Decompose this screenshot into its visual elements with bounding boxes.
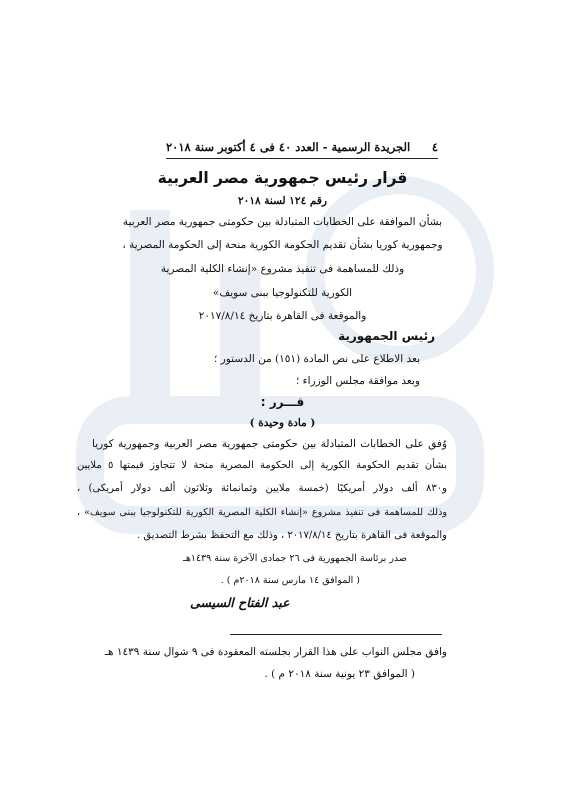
footer-rule: [230, 634, 442, 635]
subject-line: والموقعة فى القاهرة بتاريخ ٢٠١٧/٨/١٤: [198, 310, 367, 322]
article-line: وُفق على الخطابات المتبادلة بين حكومتى جمهورية مصر العربية وجمهورية كوريا: [92, 438, 447, 450]
issued-gregorian: ( الموافق ١٤ مارس سنة ٢٠١٨م ) .: [220, 575, 360, 586]
decree-title: قرار رئيس جمهورية مصر العربية: [157, 169, 408, 187]
article-heading: ( مادة وحيدة ): [249, 417, 316, 429]
subject-line: وذلك للمساهمة فى تنفيذ مشروع «إنشاء الكلية المصرية: [160, 263, 405, 275]
parliament-approval-gregorian: ( الموافق ٢٣ يونية سنة ٢٠١٨ م ) .: [264, 668, 415, 680]
page-number: ٤: [431, 140, 438, 154]
article-line: وذلك للمساهمة فى تنفيذ مشروع «إنشاء الكلية المصرية الكورية للتكنولوجيا ببنى سويف» ،: [77, 507, 447, 518]
article-line: والموقعة فى القاهرة بتاريخ ٢٠١٧/٨/١٤ ، وذلك مع التحفظ بشرط التصديق .: [137, 530, 447, 541]
subject-line: وجمهورية كوريا بشأن تقديم الحكومة الكورية منحة إلى الحكومة المصرية ،: [122, 239, 443, 251]
subject-line: بشأن الموافقة على الخطابات المتبادلة بين حكومتى جمهورية مصر العربية: [122, 216, 443, 228]
article-line: و٨٣٠ ألف دولار أمريكيًا (خمسة ملايين وثمانمائة وثلاثون ألف دولار أمريكى) ،: [77, 483, 447, 494]
decides-heading: قـــرر :: [260, 395, 305, 409]
preamble-line: بعد الاطلاع على نص المادة (١٥١) من الدستور ؛: [214, 353, 420, 365]
header-rule: [166, 158, 438, 159]
page-header: [166, 137, 438, 157]
article-line: بشأن تقديم الحكومة الكورية إلى الحكومة المصرية منحة لا تتجاوز قيمتها ٥ ملايين: [77, 460, 447, 471]
decree-number: رقم ١٢٤ لسنة ٢٠١٨: [238, 195, 327, 207]
running-title: الجريدة الرسمية - العدد ٤٠ فى ٤ أكتوبر سنة ٢٠١٨: [166, 140, 411, 154]
preamble-line: وبعد موافقة مجلس الوزراء ؛: [296, 375, 420, 387]
subject-line: الكورية للتكنولوجيا ببنى سويف»: [212, 287, 353, 299]
issuer-heading: رئيس الجمهورية: [338, 329, 435, 343]
issued-at: صدر برئاسة الجمهورية فى ٢٦ جمادى الآخرة سنة ١٤٣٩هـ: [183, 553, 407, 564]
signature: عبد الفتاح السيسى: [190, 595, 290, 610]
parliament-approval: وافق مجلس النواب على هذا القرار بجلسته المعقودة فى ٩ شوال سنة ١٤٣٩ هـ: [104, 646, 447, 658]
